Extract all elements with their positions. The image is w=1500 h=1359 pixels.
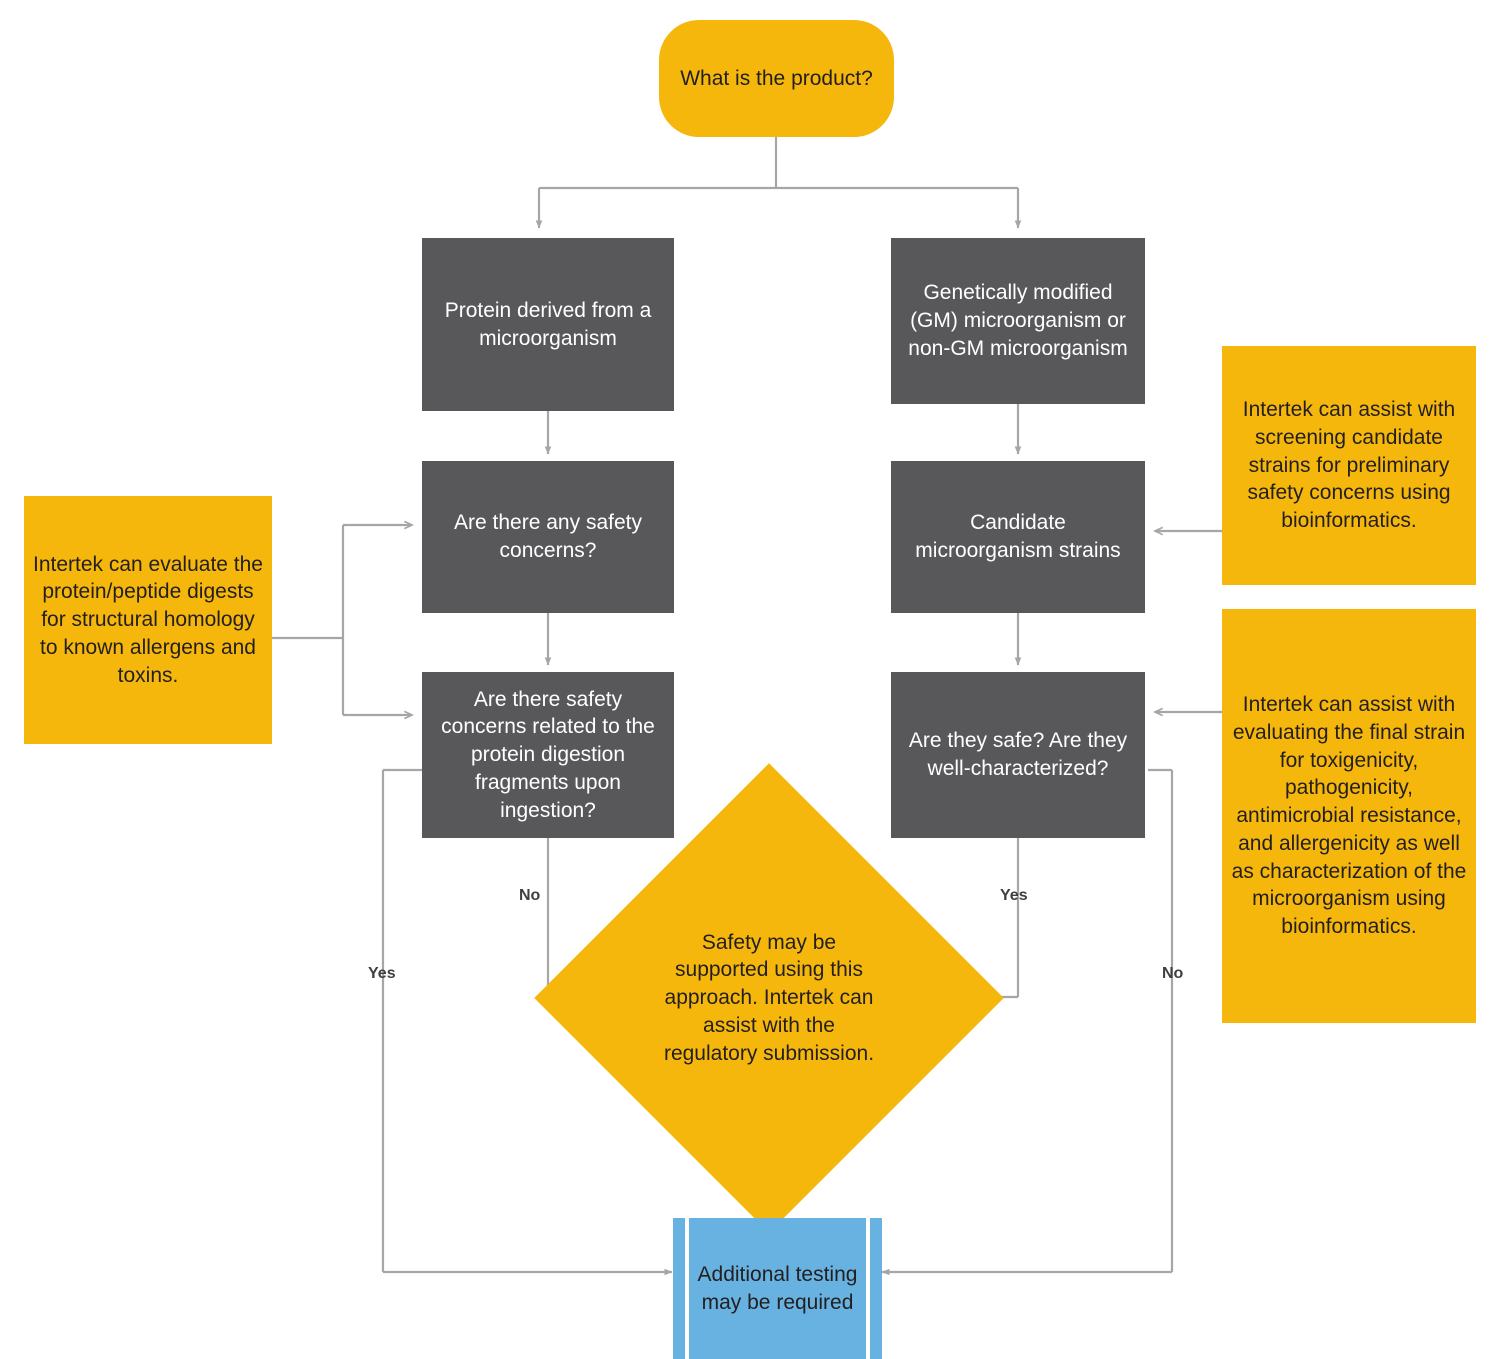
edge-label-digestion-yes: Yes	[368, 965, 396, 982]
node-safety-supported-label: Safety may be supported using this approach. Intertek can assist with the regulatory submission.	[663, 930, 875, 1065]
edge-label-digestion-no: No	[519, 887, 541, 904]
node-any-safety-concerns[interactable]	[422, 461, 674, 613]
node-safety-supported[interactable]	[603, 832, 935, 1164]
note-screening-strains-label: Intertek can assist with screening candidate strains for preliminary safety concerns using bioinformatics.	[1242, 398, 1456, 533]
note-final-strain-evaluation[interactable]	[1222, 609, 1476, 1023]
note-protein-digests[interactable]	[24, 496, 272, 744]
node-start-label: What is the product?	[680, 66, 873, 90]
node-safe-well-characterized-label: Are they safe? Are they well-characterized?	[908, 729, 1128, 780]
edge-label-strain-yes: Yes	[1000, 887, 1028, 904]
edge-label-strain-no: No	[1162, 965, 1184, 982]
node-additional-testing-label: Additional testing may be required	[697, 1262, 858, 1314]
terminal-left-bar	[685, 1218, 689, 1359]
node-gm-microorganism[interactable]	[891, 238, 1145, 404]
node-safe-well-characterized[interactable]	[891, 672, 1145, 838]
node-start[interactable]	[659, 20, 894, 137]
node-additional-testing[interactable]	[673, 1218, 882, 1359]
node-digestion-fragments-label: Are there safety concerns related to the protein digestion fragments upon ingestion?	[441, 687, 655, 822]
node-digestion-fragments[interactable]	[422, 672, 674, 838]
node-candidate-strains-label: Candidate microorganism strains	[915, 511, 1121, 562]
node-candidate-strains[interactable]	[891, 461, 1145, 613]
node-gm-microorganism-label: Genetically modified (GM) microorganism or non-GM microorganism	[908, 281, 1128, 360]
node-any-safety-concerns-label: Are there any safety concerns?	[454, 511, 642, 562]
note-protein-digests-label: Intertek can evaluate the protein/peptide digests for structural homology to known allergens and toxins.	[33, 552, 263, 687]
note-screening-strains[interactable]	[1222, 346, 1476, 585]
terminal-right-bar	[866, 1218, 870, 1359]
node-protein-derived-label: Protein derived from a microorganism	[444, 298, 652, 350]
note-final-strain-evaluation-label: Intertek can assist with evaluating the final strain for toxigenicity, pathogenicity, antimicrobial resistance, and allergenicity as well as characterization of the microorganism using bioinformatics.	[1231, 693, 1467, 939]
node-protein-derived[interactable]	[422, 238, 674, 411]
